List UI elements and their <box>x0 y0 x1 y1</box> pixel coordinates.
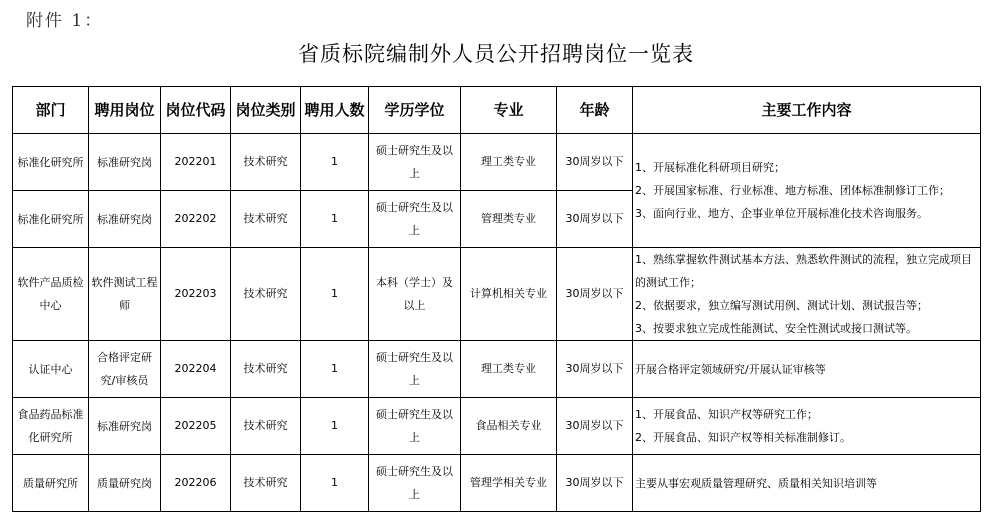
cell-education: 本科（学士）及以上 <box>369 248 461 341</box>
cell-education: 硕士研究生及以上 <box>369 455 461 512</box>
cell-category: 技术研究 <box>231 398 301 455</box>
cell-dept: 认证中心 <box>13 341 89 398</box>
cell-dept: 软件产品质检中心 <box>13 248 89 341</box>
cell-work <box>633 248 981 341</box>
cell-education: 硕士研究生及以上 <box>369 191 461 248</box>
cell-work <box>633 134 981 248</box>
cell-count: 1 <box>301 191 369 248</box>
cell-work <box>633 455 981 512</box>
cell-work <box>633 398 981 455</box>
cell-dept: 质量研究所 <box>13 455 89 512</box>
cell-category: 技术研究 <box>231 248 301 341</box>
page-title: 省质标院编制外人员公开招聘岗位一览表 <box>298 42 694 66</box>
cell-post: 标准研究岗 <box>89 191 161 248</box>
header-work: 主要工作内容 <box>633 87 981 134</box>
cell-major: 理工类专业 <box>461 134 557 191</box>
cell-education: 硕士研究生及以上 <box>369 398 461 455</box>
cell-code: 202203 <box>161 248 231 341</box>
cell-age: 30周岁以下 <box>557 341 633 398</box>
work-line: 2、开展食品、知识产权等相关标准制修订。 <box>635 431 851 444</box>
cell-education: 硕士研究生及以上 <box>369 134 461 191</box>
cell-age: 30周岁以下 <box>557 398 633 455</box>
cell-age: 30周岁以下 <box>557 191 633 248</box>
header-dept: 部门 <box>13 87 89 134</box>
cell-code: 202202 <box>161 191 231 248</box>
cell-code: 202201 <box>161 134 231 191</box>
cell-work <box>633 341 981 398</box>
cell-dept: 标准化研究所 <box>13 191 89 248</box>
cell-count: 1 <box>301 398 369 455</box>
cell-age: 30周岁以下 <box>557 455 633 512</box>
cell-count: 1 <box>301 455 369 512</box>
header-age: 年龄 <box>557 87 633 134</box>
header-major: 专业 <box>461 87 557 134</box>
header-code: 岗位代码 <box>161 87 231 134</box>
table-row <box>13 248 981 341</box>
work-line: 主要从事宏观质量管理研究、质量相关知识培训等 <box>635 476 877 490</box>
work-line: 开展合格评定领域研究/开展认证审核等 <box>635 362 826 376</box>
cell-category: 技术研究 <box>231 134 301 191</box>
cell-major: 管理类专业 <box>461 191 557 248</box>
cell-dept: 标准化研究所 <box>13 134 89 191</box>
cell-count: 1 <box>301 134 369 191</box>
cell-code: 202204 <box>161 341 231 398</box>
table-row <box>13 398 981 455</box>
header-row <box>13 87 981 134</box>
cell-count: 1 <box>301 248 369 341</box>
cell-category: 技术研究 <box>231 455 301 512</box>
work-line: 1、开展标准化科研项目研究； <box>635 161 785 174</box>
cell-education: 硕士研究生及以上 <box>369 341 461 398</box>
header-category: 岗位类别 <box>231 87 301 134</box>
cell-post: 合格评定研究/审核员 <box>89 341 161 398</box>
work-line: 3、面向行业、地方、企事业单位开展标准化技术咨询服务。 <box>635 207 928 220</box>
cell-category: 技术研究 <box>231 341 301 398</box>
cell-count: 1 <box>301 341 369 398</box>
cell-major: 管理学相关专业 <box>461 455 557 512</box>
cell-category: 技术研究 <box>231 191 301 248</box>
work-line: 2、开展国家标准、行业标准、地方标准、团体标准制修订工作； <box>635 184 950 197</box>
cell-code: 202206 <box>161 455 231 512</box>
positions-table <box>12 86 981 512</box>
header-education: 学历学位 <box>369 87 461 134</box>
work-line: 1、熟练掌握软件测试基本方法、熟悉软件测试的流程，独立完成项目的测试工作； <box>635 253 972 289</box>
table-row <box>13 134 981 191</box>
cell-dept: 食品药品标准化研究所 <box>13 398 89 455</box>
cell-post: 标准研究岗 <box>89 134 161 191</box>
work-line: 3、按要求独立完成性能测试、安全性测试或接口测试等。 <box>635 322 917 335</box>
header-count: 聘用人数 <box>301 87 369 134</box>
cell-major: 计算机相关专业 <box>461 248 557 341</box>
work-line: 2、依据要求，独立编写测试用例、测试计划、测试报告等； <box>635 299 928 312</box>
cell-post: 标准研究岗 <box>89 398 161 455</box>
header-post: 聘用岗位 <box>89 87 161 134</box>
table-row <box>13 341 981 398</box>
work-line: 1、开展食品、知识产权等研究工作； <box>635 408 818 421</box>
table-row <box>13 455 981 512</box>
attachment-label: 附件 1： <box>26 11 104 31</box>
cell-age: 30周岁以下 <box>557 248 633 341</box>
cell-age: 30周岁以下 <box>557 134 633 191</box>
cell-code: 202205 <box>161 398 231 455</box>
cell-post: 质量研究岗 <box>89 455 161 512</box>
cell-post: 软件测试工程师 <box>89 248 161 341</box>
cell-major: 食品相关专业 <box>461 398 557 455</box>
cell-major: 理工类专业 <box>461 341 557 398</box>
